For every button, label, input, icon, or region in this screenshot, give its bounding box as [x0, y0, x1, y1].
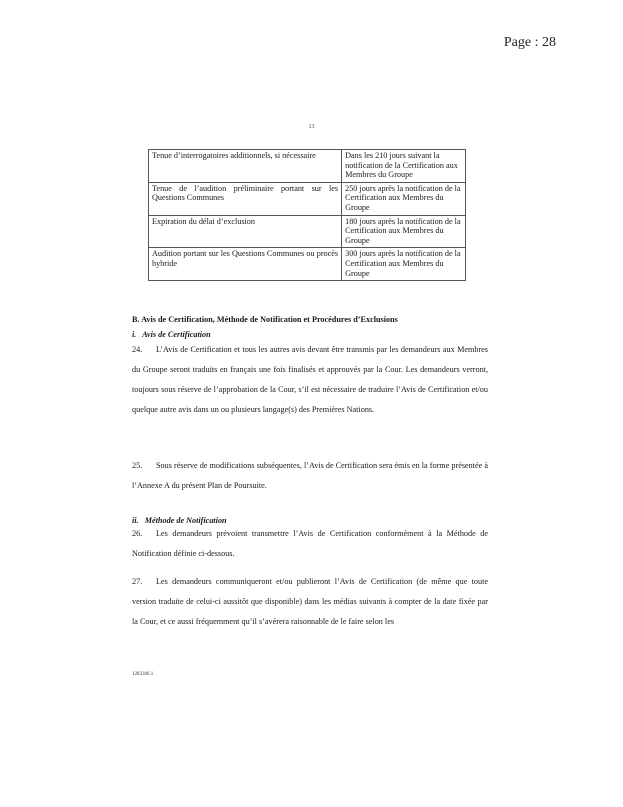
- table-row: [149, 182, 466, 215]
- paragraph-text: Les demandeurs communiqueront et/ou publieront l’Avis de Certification (de même que toute version traduite de celui-ci aussitôt que disponible) dans les médias suivants à compter de la date fixée par la Cour, et ce aussi fréquemment qu’il s’avérera raisonnable de le faire selon les: [132, 577, 488, 626]
- table-cell-event: Audition portant sur les Questions Communes ou procès hybride: [149, 248, 342, 281]
- table-row: [149, 215, 466, 248]
- subsection-heading: ii. Méthode de Notification: [132, 516, 227, 525]
- table-row: [149, 248, 466, 281]
- paragraph-number: 27.: [132, 577, 143, 586]
- table-cell-deadline: 250 jours après la notification de la Certification aux Membres du Groupe: [342, 182, 466, 215]
- paragraph: [132, 572, 488, 632]
- paragraph-text: L’Avis de Certification et tous les autres avis devant être transmis par les demandeurs aux Membres du Groupe seront traduits en français une fois finalisés et approuvés par la Cour. Les demandeurs verront, toujours sous réserve de l’approbation de la Cour, s’il est nécessaire de traduire l’Avis de Certification et/ou quelque autre avis dans un ou plusieurs langage(s) des Premières Nations.: [132, 345, 488, 414]
- page-number: 13: [308, 124, 315, 130]
- paragraph-text: Les demandeurs prévoient transmettre l’Avis de Certification conformément à la Méthode de Notification définie ci-dessous.: [132, 529, 488, 558]
- paragraph-number: 24.: [132, 345, 143, 354]
- paragraph-number: 26.: [132, 529, 143, 538]
- table-row: [149, 150, 466, 183]
- table-cell-deadline: 180 jours après la notification de la Certification aux Membres du Groupe: [342, 215, 466, 248]
- page-label: Page : 28: [503, 35, 556, 50]
- document-reference: 1283306.1: [132, 672, 154, 677]
- paragraph: [132, 524, 488, 564]
- table-cell-event: Tenue d’interrogatoires additionnels, si nécessaire: [149, 150, 342, 183]
- section-heading: B. Avis de Certification, Méthode de Notification et Procédures d’Exclusions: [132, 315, 398, 324]
- subsection-heading: i. Avis de Certification: [132, 330, 211, 339]
- table-cell-event: Tenue de l’audition préliminaire portant sur les Questions Communes: [149, 182, 342, 215]
- table-cell-deadline: Dans les 210 jours suivant la notification de la Certification aux Membres du Groupe: [342, 150, 466, 183]
- table-cell-deadline: 300 jours après la notification de la Certification aux Membres du Groupe: [342, 248, 466, 281]
- paragraph-number: 25.: [132, 461, 143, 470]
- table-cell-event: Expiration du délai d’exclusion: [149, 215, 342, 248]
- paragraph: [132, 456, 488, 496]
- paragraph-text: Sous réserve de modifications subséquentes, l’Avis de Certification sera émis en la forme présentée à l’Annexe A du présent Plan de Poursuite.: [132, 461, 488, 490]
- paragraph: [132, 340, 488, 420]
- schedule-table: [148, 149, 466, 281]
